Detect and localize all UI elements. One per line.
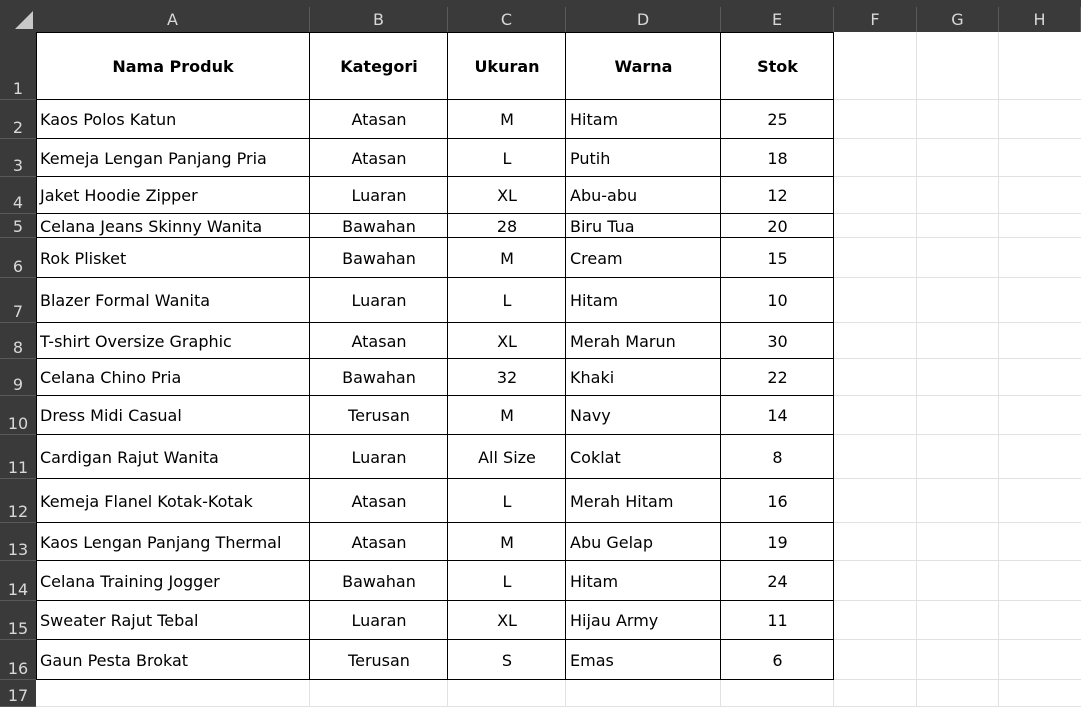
gridline-vertical [998, 32, 999, 707]
column-header-f[interactable]: F [834, 7, 917, 32]
row-header-1[interactable]: 1 [0, 32, 36, 100]
table-cell[interactable]: M [500, 110, 514, 129]
table-cell[interactable]: M [500, 406, 514, 425]
table-cell[interactable]: Atasan [351, 110, 407, 129]
table-cell[interactable]: Bawahan [342, 368, 416, 387]
table-border-horizontal [36, 32, 834, 33]
table-cell[interactable]: 30 [767, 331, 788, 351]
row-header-12[interactable]: 12 [0, 479, 36, 523]
table-cell[interactable]: Atasan [351, 148, 407, 168]
table-cell[interactable]: All Size [478, 447, 536, 467]
select-all-button[interactable] [0, 0, 36, 32]
table-cell[interactable]: Celana Training Jogger [40, 571, 220, 591]
table-cell[interactable]: 22 [767, 368, 788, 387]
table-cell[interactable]: Bawahan [342, 216, 416, 236]
table-cell[interactable]: L [502, 148, 512, 168]
row-header-5[interactable]: 5 [0, 214, 36, 238]
table-border-horizontal [36, 277, 834, 278]
table-cell[interactable]: XL [497, 611, 517, 630]
table-border-horizontal [36, 358, 834, 359]
table-border-vertical [565, 32, 566, 680]
table-border-horizontal [36, 322, 834, 323]
table-border-horizontal [36, 560, 834, 561]
header-cell-nama-produk[interactable]: Nama Produk [112, 56, 234, 76]
row-header-9[interactable]: 9 [0, 359, 36, 396]
table-cell[interactable]: Cardigan Rajut Wanita [40, 447, 219, 467]
table-cell[interactable]: Navy [570, 406, 611, 425]
table-cell[interactable]: 28 [496, 216, 518, 236]
table-cell[interactable]: Coklat [570, 447, 621, 467]
table-cell[interactable]: Gaun Pesta Brokat [40, 650, 189, 670]
table-cell[interactable]: Merah Hitam [570, 491, 674, 511]
row-header-11[interactable]: 11 [0, 435, 36, 479]
table-cell[interactable]: Celana Jeans Skinny Wanita [40, 216, 263, 236]
row-header-4[interactable]: 4 [0, 177, 36, 214]
table-cell[interactable]: Terusan [348, 650, 410, 670]
table-cell[interactable]: XL [497, 186, 517, 205]
table-border-horizontal [36, 395, 834, 396]
header-cell-stok[interactable]: Stok [757, 56, 798, 76]
table-cell[interactable]: Putih [570, 148, 611, 168]
select-all-triangle-icon [15, 11, 33, 29]
table-border-horizontal [36, 213, 834, 214]
table-cell[interactable]: Abu Gelap [570, 532, 653, 552]
table-cell[interactable]: L [502, 491, 512, 511]
table-cell[interactable]: Atasan [351, 491, 407, 511]
table-cell[interactable]: 12 [767, 186, 788, 205]
table-cell[interactable]: 19 [767, 532, 788, 552]
table-cell[interactable]: Luaran [351, 291, 407, 310]
table-cell[interactable]: Emas [570, 650, 614, 670]
row-header-3[interactable]: 3 [0, 139, 36, 177]
table-border-horizontal [36, 679, 834, 680]
table-cell[interactable]: Atasan [351, 532, 407, 552]
row-header-8[interactable]: 8 [0, 323, 36, 359]
table-cell[interactable]: Abu-abu [570, 186, 638, 205]
table-cell[interactable]: XL [497, 331, 517, 351]
table-cell[interactable]: 14 [767, 406, 788, 425]
table-cell[interactable]: L [502, 291, 512, 310]
table-cell[interactable]: 16 [767, 491, 788, 511]
table-cell[interactable]: Jaket Hoodie Zipper [40, 186, 198, 205]
row-header-15[interactable]: 15 [0, 601, 36, 640]
column-header-e[interactable]: E [721, 7, 834, 32]
table-cell[interactable]: 24 [767, 571, 788, 591]
table-cell[interactable]: Celana Chino Pria [40, 368, 182, 387]
table-cell[interactable]: S [501, 650, 513, 670]
table-border-horizontal [36, 99, 834, 100]
column-header-b[interactable]: B [310, 7, 448, 32]
table-cell[interactable]: Dress Midi Casual [40, 406, 182, 425]
row-header-10[interactable]: 10 [0, 396, 36, 435]
table-cell[interactable]: Khaki [570, 368, 615, 387]
table-border-vertical [309, 32, 310, 680]
table-cell[interactable]: Kaos Lengan Panjang Thermal [40, 532, 282, 552]
table-cell[interactable]: 8 [772, 447, 783, 467]
table-cell[interactable]: Cream [570, 248, 623, 268]
table-border-horizontal [36, 434, 834, 435]
table-cell[interactable]: L [502, 571, 512, 591]
table-cell[interactable]: T-shirt Oversize Graphic [40, 331, 232, 351]
table-cell[interactable]: Sweater Rajut Tebal [40, 611, 199, 630]
column-header-c[interactable]: C [448, 7, 566, 32]
row-header-7[interactable]: 7 [0, 278, 36, 323]
table-cell[interactable]: Luaran [351, 611, 407, 630]
column-header-a[interactable]: A [36, 7, 310, 32]
table-border-horizontal [36, 138, 834, 139]
table-border-vertical [447, 32, 448, 680]
table-cell[interactable]: Terusan [348, 406, 410, 425]
table-border-horizontal [36, 478, 834, 479]
table-border-horizontal [36, 522, 834, 523]
table-border-horizontal [36, 176, 834, 177]
row-header-2[interactable]: 2 [0, 100, 36, 139]
table-cell[interactable]: 32 [496, 368, 518, 387]
table-cell[interactable]: Luaran [351, 186, 407, 205]
table-cell[interactable]: Luaran [351, 447, 407, 467]
table-cell[interactable]: 11 [767, 611, 788, 630]
table-cell[interactable]: Bawahan [342, 571, 416, 591]
table-cell[interactable]: Rok Plisket [40, 248, 127, 268]
table-cell[interactable]: Biru Tua [570, 216, 635, 236]
table-cell[interactable]: 10 [767, 291, 788, 310]
column-header-g[interactable]: G [917, 7, 999, 32]
gridline-vertical [916, 32, 917, 707]
column-header-h[interactable]: H [999, 7, 1081, 32]
table-border-vertical [833, 32, 834, 680]
table-cell[interactable]: 6 [772, 650, 783, 670]
table-cell[interactable]: Hitam [570, 291, 619, 310]
column-header-d[interactable]: D [566, 7, 721, 32]
row-header-16[interactable]: 16 [0, 640, 36, 680]
table-cell[interactable]: Hitam [570, 110, 619, 129]
header-cell-kategori[interactable]: Kategori [340, 56, 418, 76]
header-cell-warna[interactable]: Warna [614, 56, 673, 76]
row-header-6[interactable]: 6 [0, 238, 36, 278]
row-header-14[interactable]: 14 [0, 561, 36, 601]
table-cell[interactable]: 18 [767, 148, 788, 168]
table-cell[interactable]: Kemeja Flanel Kotak-Kotak [40, 491, 253, 511]
table-cell[interactable]: Atasan [351, 331, 407, 351]
table-cell[interactable]: Blazer Formal Wanita [40, 291, 211, 310]
row-header-13[interactable]: 13 [0, 523, 36, 561]
row-header-17[interactable]: 17 [0, 680, 36, 707]
table-cell[interactable]: Hitam [570, 571, 619, 591]
table-cell[interactable]: M [500, 248, 514, 268]
table-border-vertical [36, 32, 37, 680]
table-cell[interactable]: Kaos Polos Katun [40, 110, 177, 129]
table-cell[interactable]: Hijau Army [570, 611, 659, 630]
table-border-horizontal [36, 600, 834, 601]
table-cell[interactable]: Bawahan [342, 248, 416, 268]
table-cell[interactable]: Kemeja Lengan Panjang Pria [40, 148, 267, 168]
table-border-horizontal [36, 639, 834, 640]
table-cell[interactable]: 20 [767, 216, 788, 236]
header-cell-ukuran[interactable]: Ukuran [474, 56, 540, 76]
table-cell[interactable]: M [500, 532, 514, 552]
table-cell[interactable]: 25 [767, 110, 788, 129]
table-border-vertical [720, 32, 721, 680]
table-cell[interactable]: 15 [767, 248, 788, 268]
table-cell[interactable]: Merah Marun [570, 331, 676, 351]
table-border-horizontal [36, 237, 834, 238]
